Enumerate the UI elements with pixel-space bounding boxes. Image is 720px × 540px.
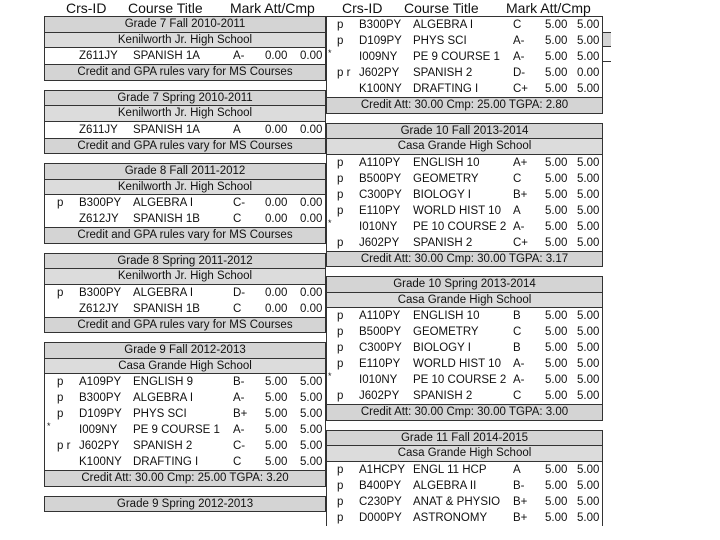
attempted-credits: 5.00 [545, 67, 568, 79]
completed-credits: 5.00 [300, 408, 323, 420]
pe-marker: * [328, 371, 332, 381]
term-title: Grade 8 Spring 2011-2012 [45, 253, 325, 270]
attempted-credits: 5.00 [545, 310, 568, 322]
term-title: Grade 7 Spring 2010-2011 [45, 90, 325, 107]
completed-credits: 5.00 [577, 188, 600, 201]
term-block [326, 430, 603, 526]
course-row [45, 211, 325, 227]
course-mark: D- [513, 67, 526, 79]
repeat-flag: p [337, 326, 344, 338]
course-mark: C+ [513, 236, 529, 249]
course-mark: B [513, 342, 521, 354]
completed-credits: 5.00 [300, 376, 323, 388]
repeat-flag: p [337, 495, 344, 508]
term-title: Grade 10 Spring 2013-2014 [327, 276, 602, 293]
attempted-credits: 5.00 [265, 408, 288, 420]
course-row [327, 324, 602, 340]
completed-credits: 5.00 [577, 390, 600, 402]
course-title: SPANISH 2 [413, 236, 473, 249]
completed-credits: 5.00 [577, 19, 600, 31]
course-mark: C- [233, 197, 246, 209]
course-id: I009NY [79, 424, 118, 436]
course-row [45, 438, 325, 454]
course-row [327, 187, 602, 203]
attempted-credits: 5.00 [265, 456, 288, 468]
course-id: E110PY [359, 358, 401, 370]
course-title: SPANISH 1B [133, 213, 200, 225]
header-mark: Mark Att/Cmp [230, 0, 315, 16]
header-course-title: Course Title [404, 0, 479, 16]
course-mark: B+ [513, 511, 528, 524]
attempted-credits: 5.00 [545, 358, 568, 370]
attempted-credits: 5.00 [545, 326, 568, 338]
course-id: A1HCPY [359, 463, 406, 476]
completed-credits: 5.00 [577, 479, 600, 492]
repeat-flag: p [57, 197, 64, 209]
attempted-credits: 0.00 [265, 302, 288, 315]
attempted-credits: 5.00 [545, 204, 568, 217]
course-row [327, 65, 602, 81]
term-footer-note: Credit Att: 30.00 Cmp: 30.00 TGPA: 3.00 [327, 404, 602, 421]
header-mark: Mark Att/Cmp [506, 0, 591, 16]
term-footer-note: Credit and GPA rules vary for MS Courses [45, 138, 325, 155]
course-mark: A- [513, 35, 525, 47]
course-id: B500PY [359, 172, 402, 185]
course-mark: A [513, 204, 521, 217]
school-name: Kenilworth Jr. High School [45, 33, 325, 49]
completed-credits: 0.00 [577, 67, 600, 79]
course-id: J602PY [79, 440, 120, 452]
repeat-flag: p [337, 188, 344, 201]
course-mark: C [513, 19, 522, 31]
course-id: B500PY [359, 326, 402, 338]
repeat-flag: p [337, 172, 344, 185]
course-mark: D- [233, 286, 246, 299]
term-title: Grade 7 Fall 2010-2011 [45, 16, 325, 33]
course-mark: C [513, 172, 522, 185]
course-id: Z612JY [79, 213, 119, 225]
completed-credits: 5.00 [577, 204, 600, 217]
course-mark: A- [513, 51, 525, 63]
attempted-credits: 5.00 [545, 342, 568, 354]
repeat-flag: p [337, 236, 344, 249]
attempted-credits: 5.00 [545, 83, 568, 95]
course-title: SPANISH 2 [413, 390, 473, 402]
course-mark: C [233, 213, 242, 225]
completed-credits: 5.00 [300, 424, 323, 436]
repeat-flag: p [57, 376, 64, 388]
course-title: PE 9 COURSE 1 [413, 51, 500, 63]
term-block [44, 90, 326, 155]
term-block [44, 16, 326, 81]
course-title: GEOMETRY [413, 326, 479, 338]
attempted-credits: 5.00 [545, 495, 568, 508]
course-row [45, 48, 325, 64]
course-title: PE 10 COURSE 2 [413, 374, 507, 386]
completed-credits: 5.00 [577, 35, 600, 47]
course-id: B300PY [79, 286, 122, 299]
course-row [45, 374, 325, 390]
course-title: PHYS SCI [413, 35, 467, 47]
repeat-flag: p [337, 204, 344, 217]
course-mark: A- [233, 392, 245, 404]
course-row [327, 388, 602, 404]
course-id: I010NY [359, 374, 398, 386]
repeat-flag: p [337, 390, 344, 402]
term-footer-note: Credit Att: 30.00 Cmp: 25.00 TGPA: 3.20 [45, 470, 325, 487]
course-mark: C [513, 326, 522, 338]
completed-credits: 0.00 [300, 213, 323, 225]
course-title: ANAT & PHYSIO [413, 495, 501, 508]
repeat-flag: p [337, 35, 344, 47]
course-title: ENGLISH 9 [133, 376, 194, 388]
completed-credits: 5.00 [577, 236, 600, 249]
school-name: Kenilworth Jr. High School [45, 106, 325, 122]
repeat-flag: p [57, 286, 64, 299]
course-row [327, 33, 602, 49]
completed-credits: 5.00 [577, 51, 600, 63]
completed-credits: 0.00 [300, 197, 323, 209]
term-block [326, 123, 603, 268]
completed-credits: 0.00 [300, 302, 323, 315]
term-block [44, 496, 326, 513]
course-mark: C [233, 302, 242, 315]
course-id: Z612JY [79, 302, 119, 315]
course-title: SPANISH 2 [133, 440, 193, 452]
attempted-credits: 5.00 [545, 511, 568, 524]
course-row [327, 356, 602, 372]
course-row [327, 308, 602, 324]
course-id: C300PY [359, 188, 402, 201]
completed-credits: 5.00 [577, 374, 600, 386]
course-title: BIOLOGY I [413, 342, 471, 354]
completed-credits: 5.00 [577, 156, 600, 169]
course-id: A110PY [359, 156, 401, 169]
course-title: ALGEBRA I [133, 286, 194, 299]
course-title: ALGEBRA I [133, 392, 194, 404]
completed-credits: 5.00 [300, 440, 323, 452]
term-footer-note: Credit and GPA rules vary for MS Courses [45, 227, 325, 244]
course-mark: B- [233, 376, 245, 388]
completed-credits: 5.00 [577, 83, 600, 95]
pe-marker: * [47, 421, 51, 431]
course-mark: C [233, 456, 242, 468]
school-name: Casa Grande High School [45, 359, 325, 375]
course-mark: A- [233, 50, 245, 62]
completed-credits: 5.00 [577, 495, 600, 508]
course-title: BIOLOGY I [413, 188, 471, 201]
course-title: DRAFTING I [413, 83, 479, 95]
term-title: Grade 8 Fall 2011-2012 [45, 163, 325, 180]
completed-credits: 5.00 [300, 392, 323, 404]
course-row [327, 235, 602, 251]
term-block [326, 276, 603, 421]
course-title: PE 9 COURSE 1 [133, 424, 220, 436]
completed-credits: 5.00 [577, 463, 600, 476]
repeat-flag: p [337, 479, 344, 492]
school-name: Casa Grande High School [327, 293, 602, 309]
repeat-flag: p [337, 342, 344, 354]
attempted-credits: 5.00 [545, 172, 568, 185]
course-row [327, 17, 602, 33]
course-row [327, 510, 602, 526]
attempted-credits: 5.00 [545, 374, 568, 386]
credit-summary: Credit Att: 30.00 Cmp: 25.00 TGPA: 2.80 [326, 97, 603, 114]
course-title: ALGEBRA I [133, 197, 194, 209]
pe-marker: * [328, 217, 332, 228]
school-name: Casa Grande High School [327, 446, 602, 462]
course-id: B400PY [359, 479, 402, 492]
completed-credits: 5.00 [577, 326, 600, 338]
repeat-flag: p [337, 463, 344, 476]
course-mark: B+ [233, 408, 248, 420]
course-row [45, 422, 325, 438]
course-row [327, 219, 602, 235]
course-title: ALGEBRA I [413, 19, 474, 31]
attempted-credits: 5.00 [265, 440, 288, 452]
term-title: Grade 9 Spring 2012-2013 [45, 496, 325, 513]
attempted-credits: 5.00 [545, 390, 568, 402]
course-id: Z611JY [79, 123, 118, 136]
course-mark: A- [513, 358, 525, 370]
course-mark: C- [233, 440, 246, 452]
school-name: Casa Grande High School [327, 139, 602, 155]
course-row [45, 406, 325, 422]
attempted-credits: 5.00 [545, 51, 568, 63]
course-id: C300PY [359, 342, 402, 354]
course-id: B300PY [79, 197, 122, 209]
term-footer-note: Credit Att: 30.00 Cmp: 30.00 TGPA: 3.17 [327, 251, 602, 268]
course-title: SPANISH 1B [133, 302, 200, 315]
course-title: PE 10 COURSE 2 [413, 220, 507, 233]
attempted-credits: 5.00 [545, 188, 568, 201]
course-id: I010NY [359, 220, 398, 233]
completed-credits: 5.00 [577, 342, 600, 354]
course-id: K100NY [79, 456, 122, 468]
attempted-credits: 5.00 [265, 392, 288, 404]
course-id: D109PY [359, 35, 402, 47]
course-row [327, 494, 602, 510]
completed-credits: 5.00 [577, 172, 600, 185]
completed-credits: 0.00 [300, 286, 323, 299]
course-row [327, 340, 602, 356]
course-row [45, 195, 325, 211]
course-title: SPANISH 1A [133, 50, 200, 62]
course-id: I009NY [359, 51, 398, 63]
attempted-credits: 0.00 [265, 197, 288, 209]
repeat-flag: p [57, 408, 64, 420]
course-id: K100NY [359, 83, 402, 95]
attempted-credits: 0.00 [265, 123, 288, 136]
completed-credits: 5.00 [577, 310, 600, 322]
course-row [327, 203, 602, 219]
course-mark: A- [513, 374, 525, 386]
course-title: ENGLISH 10 [413, 156, 480, 169]
attempted-credits: 5.00 [545, 19, 568, 31]
attempted-credits: 5.00 [265, 376, 288, 388]
repeat-flag: p [337, 358, 344, 370]
attempted-credits: 5.00 [545, 236, 568, 249]
term-block [44, 342, 326, 487]
header-course-title: Course Title [128, 0, 203, 16]
completed-credits: 5.00 [300, 456, 323, 468]
term-block [44, 253, 326, 334]
course-mark: B- [513, 479, 525, 492]
course-id: B300PY [359, 19, 402, 31]
repeat-flag: p r [57, 440, 71, 452]
header-crs-id: Crs-ID [66, 0, 107, 16]
course-row [327, 478, 602, 494]
attempted-credits: 0.00 [265, 286, 288, 299]
course-id: D000PY [359, 511, 402, 524]
repeat-flag: p [337, 19, 344, 31]
course-row [327, 462, 602, 478]
column-header [44, 0, 326, 16]
course-row [327, 171, 602, 187]
course-id: Z611JY [79, 50, 118, 62]
course-row [45, 285, 325, 301]
course-title: ASTRONOMY [413, 511, 488, 524]
course-mark: B+ [513, 188, 528, 201]
completed-credits: 5.00 [577, 358, 600, 370]
course-title: PHYS SCI [133, 408, 187, 420]
course-mark: A [513, 463, 521, 476]
course-title: SPANISH 1A [133, 123, 200, 136]
course-mark: C [513, 390, 522, 402]
course-title: ALGEBRA II [413, 479, 477, 492]
course-title: DRAFTING I [133, 456, 199, 468]
course-mark: A+ [513, 156, 528, 169]
repeat-flag: p r [337, 67, 351, 79]
right-term-blocks [326, 123, 603, 535]
course-id: E110PY [359, 204, 401, 217]
left-column [44, 0, 326, 521]
attempted-credits: 5.00 [545, 479, 568, 492]
course-title: WORLD HIST 10 [413, 358, 501, 370]
course-mark: A- [513, 220, 525, 233]
course-mark: A- [233, 424, 245, 436]
course-mark: B+ [513, 495, 528, 508]
term-title: Grade 10 Fall 2013-2014 [327, 123, 602, 140]
school-name: Kenilworth Jr. High School [45, 269, 325, 285]
term-title: Grade 11 Fall 2014-2015 [327, 430, 602, 447]
course-id: A109PY [79, 376, 122, 388]
school-name: Kenilworth Jr. High School [45, 180, 325, 196]
course-row [327, 155, 602, 171]
course-title: SPANISH 2 [413, 67, 473, 79]
term-title: Grade 9 Fall 2012-2013 [45, 342, 325, 359]
attempted-credits: 5.00 [545, 220, 568, 233]
course-row [45, 301, 325, 317]
right-column [326, 0, 603, 535]
course-row [327, 81, 602, 97]
attempted-credits: 5.00 [265, 424, 288, 436]
course-title: WORLD HIST 10 [413, 204, 501, 217]
left-term-blocks [44, 16, 326, 521]
term-footer-note: Credit and GPA rules vary for MS Courses [45, 64, 325, 81]
completed-credits: 5.00 [577, 220, 600, 233]
course-id: J602PY [359, 67, 400, 79]
repeat-flag: p [337, 310, 344, 322]
attempted-credits: 0.00 [265, 50, 288, 62]
course-mark: B [513, 310, 521, 322]
course-title: ENGL 11 HCP [413, 463, 487, 476]
course-row [327, 49, 602, 65]
course-row [45, 122, 325, 138]
course-row [327, 372, 602, 388]
course-title: ENGLISH 10 [413, 310, 480, 322]
course-row [45, 454, 325, 470]
attempted-credits: 5.00 [545, 35, 568, 47]
page-edge-marks [603, 16, 611, 96]
repeat-flag: p [337, 511, 344, 524]
course-id: D109PY [79, 408, 122, 420]
repeat-flag: p [57, 392, 64, 404]
column-header [326, 0, 603, 16]
course-id: J602PY [359, 390, 400, 402]
attempted-credits: 5.00 [545, 156, 568, 169]
completed-credits: 0.00 [300, 123, 323, 136]
pe-marker: * [328, 48, 332, 58]
course-id: C230PY [359, 495, 402, 508]
completed-credits: 5.00 [577, 511, 600, 524]
course-id: A110PY [359, 310, 401, 322]
attempted-credits: 5.00 [545, 463, 568, 476]
continued-term-rows [326, 16, 603, 97]
course-row [45, 390, 325, 406]
term-footer-note: Credit and GPA rules vary for MS Courses [45, 317, 325, 334]
term-block [44, 163, 326, 244]
course-title: GEOMETRY [413, 172, 479, 185]
course-mark: A [233, 123, 241, 136]
repeat-flag: p [337, 156, 344, 169]
course-id: J602PY [359, 236, 400, 249]
course-id: B300PY [79, 392, 122, 404]
attempted-credits: 0.00 [265, 213, 288, 225]
completed-credits: 0.00 [300, 50, 323, 62]
course-mark: C+ [513, 83, 529, 95]
header-crs-id: Crs-ID [342, 0, 383, 16]
